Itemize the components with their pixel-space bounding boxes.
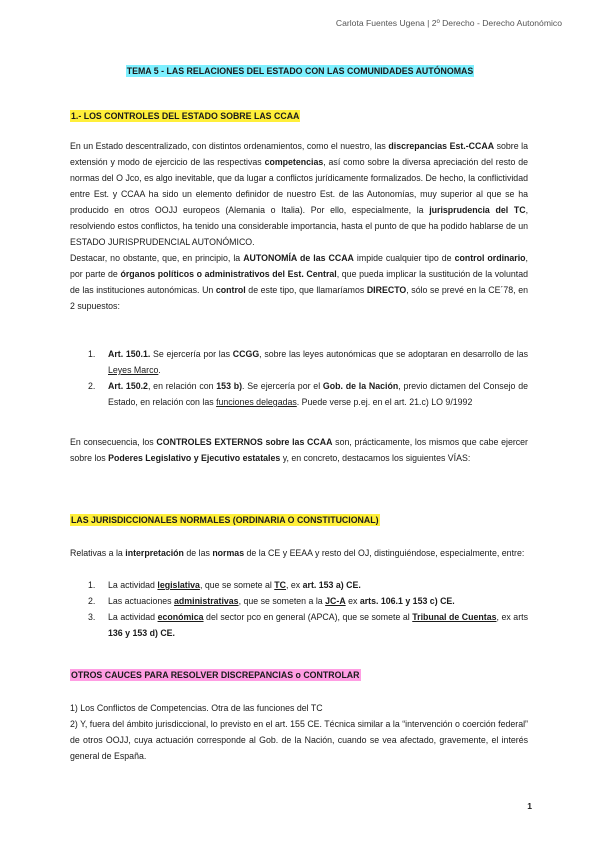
- list-item: 3. La actividad económica del sector pco en general (APCA), que se somete al Tribunal de Cuentas, ex arts 136 y 153 d) CE.: [88, 612, 528, 638]
- list-item: 1. La actividad legislativa, que se somete al TC, ex art. 153 a) CE.: [88, 580, 361, 590]
- section3-body: [70, 700, 528, 764]
- section1-heading: 1.- LOS CONTROLES DEL ESTADO SOBRE LAS CCAA: [71, 111, 300, 121]
- section1-list: [70, 346, 528, 410]
- section3-line-1: 1) Los Conflictos de Competencias. Otra de las funciones del TC: [70, 703, 323, 713]
- page-number: 1: [527, 801, 532, 811]
- section2-list: [70, 577, 528, 641]
- section1-paragraph-3: En consecuencia, los CONTROLES EXTERNOS sobre las CCAA son, prácticamente, los mismos que cabe ejercer sobre los Poderes Legislativo y Ejecutivo estatales y, en concreto, destacamos los siguientes VÍAS:: [70, 437, 528, 463]
- section3-heading: OTROS CAUCES PARA RESOLVER DISCREPANCIAS o CONTROLAR: [71, 670, 360, 680]
- section2-intro: Relativas a la interpretación de las normas de la CE y EEAA y resto del OJ, distinguiéndose, especialmente, entre:: [70, 548, 525, 558]
- list-item: 2. Art. 150.2, en relación con 153 b). Se ejercería por el Gob. de la Nación, previo dictamen del Consejo de Estado, en relación con las funciones delegadas. Puede verse p.ej. en el art. 21.c) LO 9/1992: [88, 381, 528, 407]
- section3-line-2: 2) Y, fuera del ámbito jurisdiccional, lo previsto en el art. 155 CE. Técnica similar a la “intervención o coerción federal” de otros OOJJ, cuya actuación corresponde al Gob. de la Nación, cuando se vea afectado, gravemente, el interés general de España.: [70, 719, 528, 761]
- section2-heading: LAS JURISDICCIONALES NORMALES (ORDINARIA O CONSTITUCIONAL): [71, 515, 379, 525]
- list-item: 2. Las actuaciones administrativas, que se someten a la JC-A ex arts. 106.1 y 153 c) CE.: [88, 596, 455, 606]
- page-header: Carlota Fuentes Ugena | 2º Derecho - Derecho Autonómico: [335, 18, 562, 28]
- list-item: 1. Art. 150.1. Se ejercería por las CCGG, sobre las leyes autonómicas que se adoptaran en desarrollo de las Leyes Marco.: [88, 349, 528, 375]
- section1-paragraph-2: Destacar, no obstante, que, en principio, la AUTONOMÍA de las CCAA impide cualquier tipo de control ordinario, por parte de órganos políticos o administrativos del Est. Central, que pueda implicar la sustitución de la voluntad de las instituciones autonómicas. Un control de este tipo, que llamaríamos DIRECTO, sólo se prevé en la CE´78, en 2 supuestos:: [70, 253, 529, 311]
- title-text: TEMA 5 - LAS RELACIONES DEL ESTADO CON LAS COMUNIDADES AUTÓNOMAS: [126, 66, 474, 76]
- document-title: [0, 66, 600, 76]
- section1-paragraph-1: En un Estado descentralizado, con distintos ordenamientos, como el nuestro, las discrepancias Est.-CCAA sobre la extensión y modo de ejercicio de las respectivas competencias, así como sobre la diversa apreciación del resto de normas del O Jco, es algo inevitable, que da lugar a conflictos jurídicamente formalizados. De hecho, la conflictividad entre Est. y CCAA ha sido un elemento definidor de nuestro Est. de las Autonomías, muy superior al que se ha producido en otros OOJJ europeos (Alemania o Italia). Por ello, especialmente, la jurisprudencia del TC, resolviendo estos conflictos, ha tenido una considerable importancia, hasta el punto de que ha podido hablarse de un ESTADO JURISPRUDENCIAL AUTONÓMICO.: [70, 141, 529, 247]
